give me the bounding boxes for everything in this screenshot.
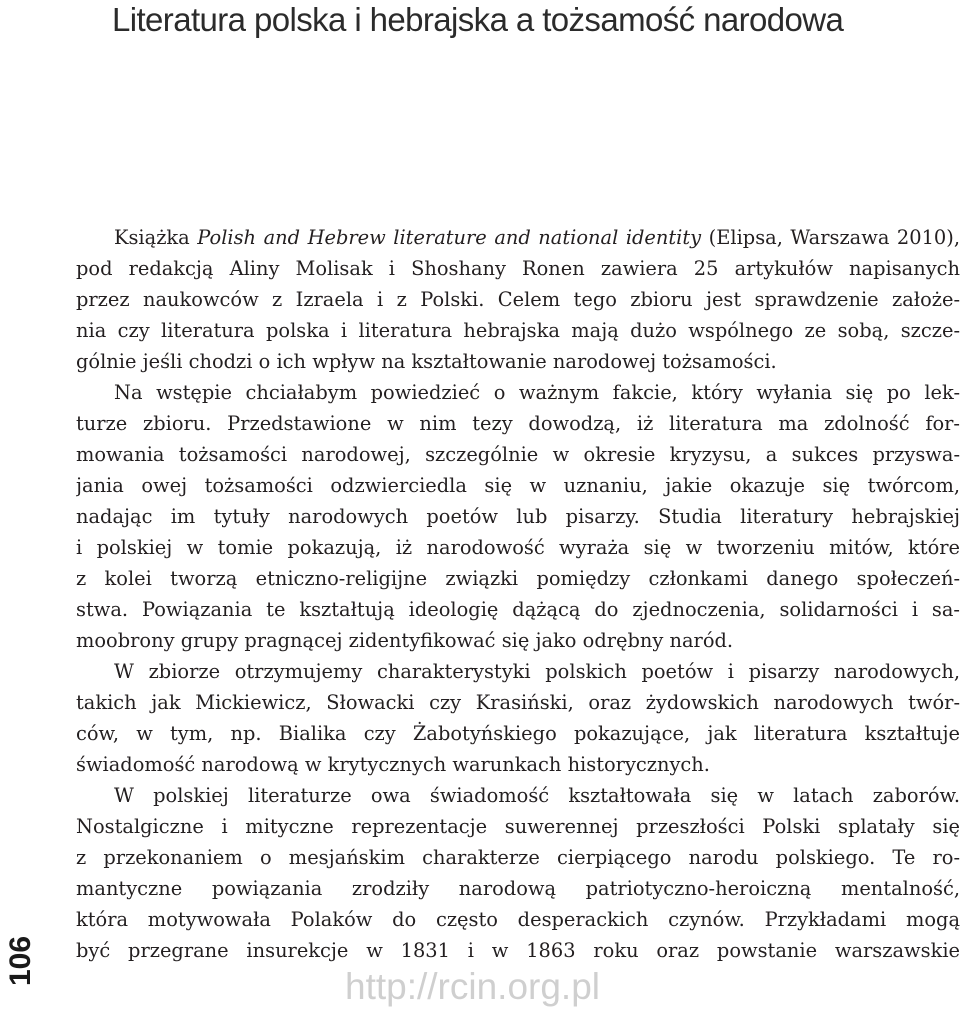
text-run: pod redakcją Aliny Molisak i Shoshany Ronen zawiera 25 artykułów napisanych (76, 257, 960, 280)
article-body (76, 222, 960, 966)
text-run: W polskiej literaturze owa świadomość kształtowała się w latach zaborów. (114, 784, 960, 807)
text-run: nia czy literatura polska i literatura hebrajska mają dużo wspólnego ze sobą, szcze- (76, 319, 960, 342)
book-title-italic: Polish and Hebrew literature and national identity (197, 226, 702, 249)
text-line (76, 315, 960, 346)
paragraph (76, 656, 960, 780)
text-line (76, 470, 960, 501)
text-run: jania owej tożsamości odzwierciedla się w uznaniu, jakie okazuje się twórcom, (76, 474, 960, 497)
text-run: takich jak Mickiewicz, Słowacki czy Krasiński, oraz żydowskich narodowych twór- (76, 691, 960, 714)
text-line (76, 842, 960, 873)
text-run: (Elipsa, Warszawa 2010), (701, 226, 960, 249)
text-run: świadomość narodową w krytycznych warunkach historycznych. (76, 753, 710, 776)
text-line (76, 811, 960, 842)
text-run: stwa. Powiązania te kształtują ideologię dążącą do zjednoczenia, solidarności i sa- (76, 598, 960, 621)
text-line (76, 563, 960, 594)
text-run: turze zbioru. Przedstawione w nim tezy dowodzą, iż literatura ma zdolność for- (76, 412, 960, 435)
text-run: z przekonaniem o mesjańskim charakterze cierpiącego narodu polskiego. Te ro- (76, 846, 960, 869)
paragraph (76, 780, 960, 966)
page-title: Literatura polska i hebrajska a tożsamość narodowa (112, 1, 844, 38)
text-run: W zbiorze otrzymujemy charakterystyki polskich poetów i pisarzy narodowych, (114, 660, 960, 683)
text-line (76, 501, 960, 532)
text-run: mantyczne powiązania zrodziły narodową patriotyczno-heroiczną mentalność, (76, 877, 960, 900)
paragraph (76, 222, 960, 377)
page-number: 106 (4, 935, 37, 986)
text-run: Książka (114, 226, 198, 249)
text-run: moobrony grupy pragnącej zidentyfikować się jako odrębny naród. (76, 629, 734, 652)
text-run: z kolei tworzą etniczno-religijne związki pomiędzy członkami danego społeczeń- (76, 567, 960, 590)
watermark-url: http://rcin.org.pl (345, 966, 601, 1007)
text-line (76, 532, 960, 563)
text-line (76, 284, 960, 315)
text-run: mowania tożsamości narodowej, szczególnie w okresie kryzysu, a sukces przyswa- (76, 443, 960, 466)
text-line (76, 904, 960, 935)
text-line (76, 439, 960, 470)
text-run: przez naukowców z Izraela i z Polski. Celem tego zbioru jest sprawdzenie założe- (76, 288, 960, 311)
text-line (76, 873, 960, 904)
text-run: ców, w tym, np. Bialika czy Żabotyńskiego pokazujące, jak literatura kształtuje (76, 722, 960, 745)
text-line (76, 346, 960, 377)
text-line (76, 408, 960, 439)
text-line (76, 253, 960, 284)
text-line (76, 749, 960, 780)
text-line (76, 687, 960, 718)
text-run: Nostalgiczne i mityczne reprezentacje suwerennej przeszłości Polski splatały się (76, 815, 960, 838)
text-line (76, 377, 960, 408)
text-line (76, 656, 960, 687)
text-line (76, 935, 960, 966)
text-run: gólnie jeśli chodzi o ich wpływ na kształtowanie narodowej tożsamości. (76, 350, 777, 373)
paragraph (76, 377, 960, 656)
text-run: Na wstępie chciałabym powiedzieć o ważnym fakcie, który wyłania się po lek- (114, 381, 960, 404)
text-run: i polskiej w tomie pokazują, iż narodowość wyraża się w tworzeniu mitów, które (76, 536, 960, 559)
text-line (76, 718, 960, 749)
text-line (76, 625, 960, 656)
text-run: być przegrane insurekcje w 1831 i w 1863 roku oraz powstanie warszawskie (76, 939, 960, 962)
text-line (76, 222, 960, 253)
text-run: która motywowała Polaków do często desperackich czynów. Przykładami mogą (76, 908, 960, 931)
text-run: nadając im tytuły narodowych poetów lub pisarzy. Studia literatury hebrajskiej (76, 505, 960, 528)
text-line (76, 594, 960, 625)
text-line (76, 780, 960, 811)
